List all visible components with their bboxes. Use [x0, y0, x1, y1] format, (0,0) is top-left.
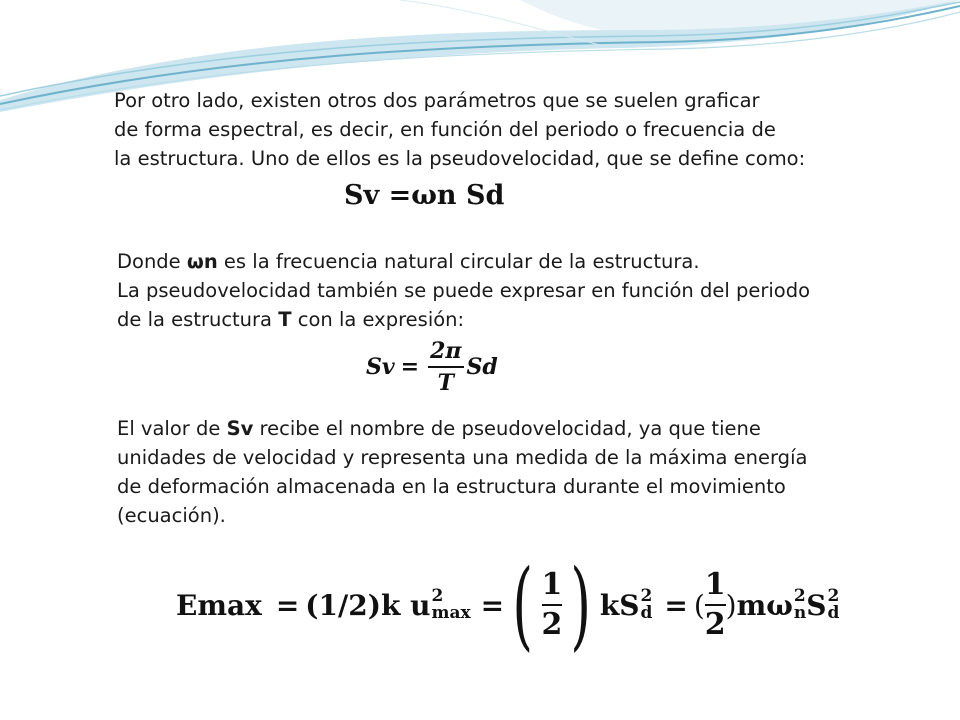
eq3-equals-3: =: [664, 588, 688, 622]
s-supsub: [641, 588, 653, 622]
omega-supsub: [794, 588, 806, 622]
big-paren-open: (: [512, 549, 534, 661]
period-symbol: T: [278, 308, 292, 331]
definition-line-1: [117, 247, 917, 276]
text-span: recibe el nombre de pseudovelocidad, ya que tiene: [253, 417, 761, 440]
energy-line-2: unidades de velocidad y representa una medida de la máxima energía: [117, 446, 808, 469]
frac-numerator: 1: [541, 567, 563, 602]
text-span: con la expresión:: [291, 308, 465, 331]
eq2-numerator: 2π: [430, 338, 462, 364]
u-supsub: [431, 588, 470, 622]
definition-paragraph: [117, 247, 917, 334]
u-subscript: max: [431, 603, 471, 623]
s-subscript: d: [640, 603, 653, 623]
omega-superscript: 2: [793, 586, 806, 606]
fraction-bar: [542, 604, 563, 606]
definition-line-3: [117, 305, 917, 334]
s-term: S: [806, 588, 827, 622]
eq3-equals-1: =: [275, 588, 300, 622]
eq2-rhs: Sd: [466, 354, 498, 380]
text-span: es la frecuencia natural circular de la estructura.: [217, 250, 700, 273]
intro-line-1: Por otro lado, existen otros dos parámetros que se suelen graficar: [114, 89, 760, 112]
small-paren-open: (: [693, 588, 705, 622]
intro-line-2: de forma espectral, es decir, en función del periodo o frecuencia de: [114, 118, 776, 141]
k-s-term: kS: [599, 588, 640, 622]
intro-paragraph: [114, 86, 904, 173]
definition-line-2: La pseudovelocidad también se puede expresar en función del periodo: [117, 279, 811, 302]
energy-equation: [176, 549, 840, 661]
pseudovelocity-equation: Sv =ωn Sd: [344, 180, 505, 211]
energy-line-3: de deformación almacenada en la estructura durante el movimiento: [117, 475, 786, 498]
text-span: El valor de: [117, 417, 227, 440]
fraction-bar: [705, 604, 726, 606]
omega-n-symbol: ωn: [186, 250, 218, 273]
s2-supsub: [828, 588, 840, 622]
eq3-equals-2: =: [480, 588, 505, 622]
emax-label: Emax: [176, 588, 262, 622]
eq2-denominator: T: [437, 370, 454, 396]
energy-line-1: [117, 414, 907, 443]
eq2-fraction: [428, 338, 463, 396]
eq2-lhs: Sv: [366, 354, 395, 380]
period-equation: [366, 338, 498, 396]
sv-symbol: Sv: [226, 417, 254, 440]
big-paren-close: ): [570, 549, 592, 661]
half-fraction-1: [542, 568, 563, 642]
text-span: Donde: [117, 250, 187, 273]
u-superscript: 2: [431, 586, 444, 606]
small-paren-close: ): [725, 588, 737, 622]
eq2-equals: =: [400, 354, 420, 380]
text-span: de la estructura: [117, 308, 279, 331]
frac-denominator: 2: [541, 607, 563, 642]
half-k-u: (1/2)k u: [305, 588, 431, 622]
s-superscript: 2: [640, 586, 653, 606]
frac-numerator: 1: [704, 567, 726, 602]
half-fraction-2: [705, 568, 726, 642]
energy-line-4: (ecuación).: [117, 504, 226, 527]
intro-line-3: la estructura. Uno de ellos es la pseudovelocidad, que se define como:: [114, 147, 806, 170]
s2-subscript: d: [827, 603, 840, 623]
energy-paragraph: [117, 414, 907, 530]
frac-denominator: 2: [704, 607, 726, 642]
omega-subscript: n: [793, 603, 807, 623]
m-omega-term: mω: [736, 588, 793, 622]
s2-superscript: 2: [827, 586, 840, 606]
